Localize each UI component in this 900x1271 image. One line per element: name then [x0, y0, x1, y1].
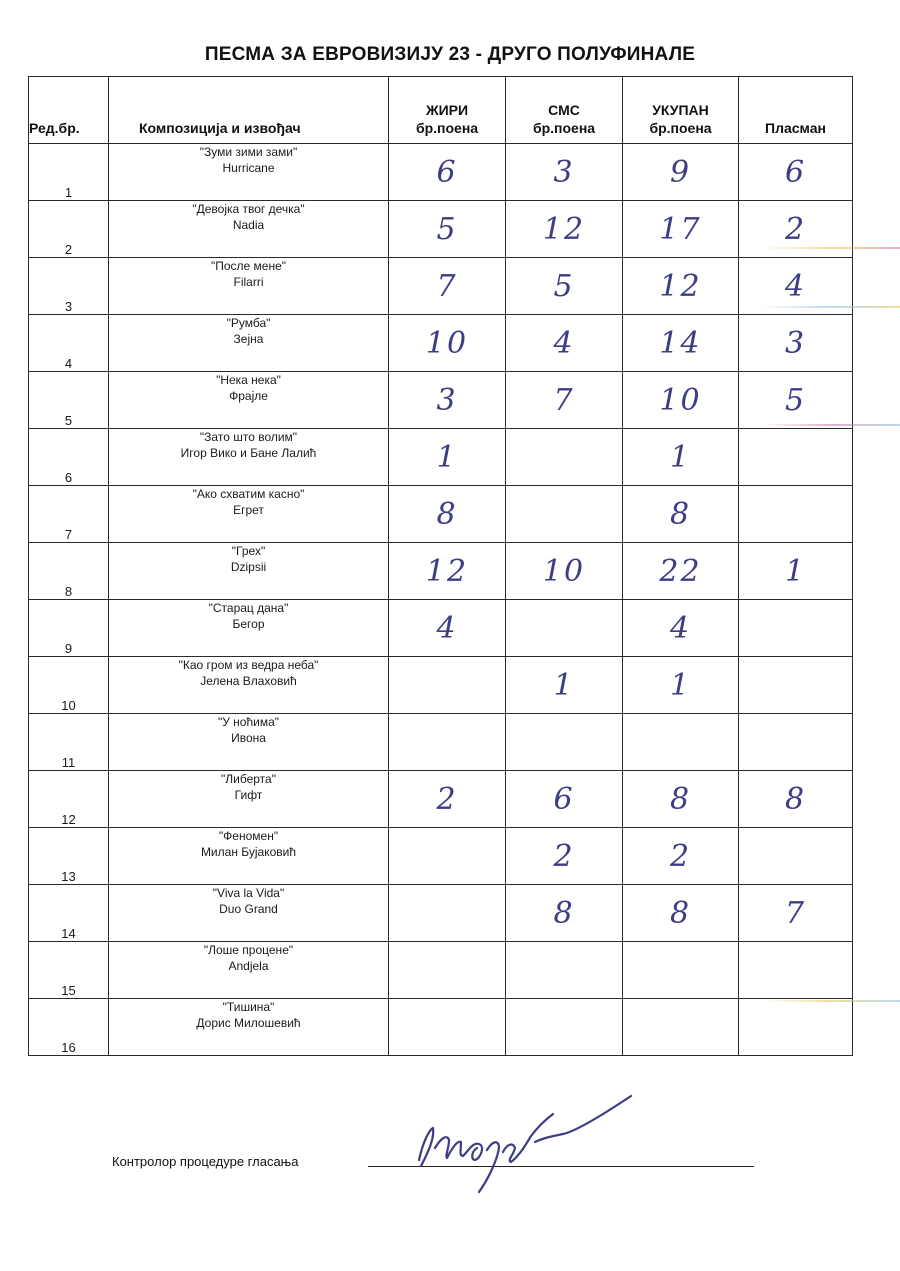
sms-points: 6	[506, 771, 623, 828]
sms-points: 5	[506, 258, 623, 315]
song-cell	[109, 429, 389, 486]
row-number: 9	[29, 600, 109, 657]
artist-name: Јелена Влаховић	[200, 674, 297, 688]
artist-name: Dzipsii	[230, 560, 267, 574]
header-total	[623, 77, 739, 144]
sms-points	[506, 942, 623, 999]
sms-points: 1	[506, 657, 623, 714]
sms-points: 3	[506, 144, 623, 201]
table-row	[29, 144, 853, 201]
table-row	[29, 885, 853, 942]
scan-artifact	[760, 424, 900, 426]
total-points: 1	[623, 657, 739, 714]
jury-points: 7	[389, 258, 506, 315]
total-points	[623, 942, 739, 999]
placement: 1	[739, 543, 853, 600]
sms-points	[506, 714, 623, 771]
artist-name: Гифт	[234, 788, 263, 802]
row-number: 8	[29, 543, 109, 600]
sms-points: 2	[506, 828, 623, 885]
header-sms	[506, 77, 623, 144]
jury-points	[389, 942, 506, 999]
table-header-row	[29, 77, 853, 144]
row-number: 16	[29, 999, 109, 1056]
song-cell	[109, 258, 389, 315]
song-title: "У ноћима"	[217, 715, 280, 729]
sms-points	[506, 486, 623, 543]
jury-points: 3	[389, 372, 506, 429]
total-points: 1	[623, 429, 739, 486]
song-title: "Зато што волим"	[199, 430, 298, 444]
song-title: "Румба"	[226, 316, 271, 330]
artist-name: Дорис Милошевић	[196, 1016, 301, 1030]
header-sms-line2: бр.поена	[532, 120, 596, 136]
song-cell	[109, 828, 389, 885]
jury-points: 8	[389, 486, 506, 543]
sms-points: 7	[506, 372, 623, 429]
results-table	[28, 76, 853, 1056]
jury-points	[389, 885, 506, 942]
row-number: 1	[29, 144, 109, 201]
total-points: 8	[623, 486, 739, 543]
song-cell	[109, 315, 389, 372]
artist-name: Бегор	[232, 617, 265, 631]
song-title: "Девојка твог дечка"	[192, 202, 305, 216]
artist-name: Filarri	[233, 275, 264, 289]
total-points: 2	[623, 828, 739, 885]
placement: 7	[739, 885, 853, 942]
placement	[739, 942, 853, 999]
sms-points	[506, 600, 623, 657]
header-sms-line1: СМС	[548, 102, 580, 118]
total-points: 22	[623, 543, 739, 600]
header-place: Пласман	[739, 77, 853, 144]
sms-points: 8	[506, 885, 623, 942]
total-points: 12	[623, 258, 739, 315]
row-number: 12	[29, 771, 109, 828]
placement	[739, 486, 853, 543]
jury-points: 5	[389, 201, 506, 258]
row-number: 14	[29, 885, 109, 942]
jury-points	[389, 714, 506, 771]
placement	[739, 999, 853, 1056]
placement	[739, 714, 853, 771]
jury-points: 4	[389, 600, 506, 657]
total-points	[623, 999, 739, 1056]
jury-points	[389, 999, 506, 1056]
table-row	[29, 429, 853, 486]
header-total-line1: УКУПАН	[652, 102, 709, 118]
song-cell	[109, 942, 389, 999]
song-title: "Старац дана"	[208, 601, 289, 615]
song-cell	[109, 144, 389, 201]
sms-points: 12	[506, 201, 623, 258]
total-points: 9	[623, 144, 739, 201]
song-cell	[109, 201, 389, 258]
table-row	[29, 258, 853, 315]
header-number: Ред.бр.	[29, 77, 109, 144]
sms-points	[506, 999, 623, 1056]
song-title: "Нека нека"	[216, 373, 281, 387]
placement: 4	[739, 258, 853, 315]
total-points: 17	[623, 201, 739, 258]
header-song: Композиција и извођач	[109, 77, 389, 144]
song-title: "Феномен"	[218, 829, 279, 843]
song-title: "Као гром из ведра неба"	[178, 658, 319, 672]
total-points	[623, 714, 739, 771]
song-title: "Грех"	[231, 544, 266, 558]
song-title: "Зуми зими зами"	[199, 145, 298, 159]
table-row	[29, 315, 853, 372]
header-total-line2: бр.поена	[649, 120, 712, 136]
placement: 6	[739, 144, 853, 201]
artist-name: Игор Вико и Бане Лалић	[180, 446, 317, 460]
table-row	[29, 657, 853, 714]
total-points: 4	[623, 600, 739, 657]
table-row	[29, 999, 853, 1056]
song-cell	[109, 885, 389, 942]
jury-points: 2	[389, 771, 506, 828]
jury-points	[389, 828, 506, 885]
placement	[739, 429, 853, 486]
header-jury	[389, 77, 506, 144]
total-points: 8	[623, 885, 739, 942]
song-title: "Лоше процене"	[203, 943, 294, 957]
sms-points: 4	[506, 315, 623, 372]
song-title: "Viva la Vida"	[212, 886, 285, 900]
row-number: 4	[29, 315, 109, 372]
total-points: 10	[623, 372, 739, 429]
total-points: 14	[623, 315, 739, 372]
jury-points: 10	[389, 315, 506, 372]
song-title: "Тишина"	[222, 1000, 275, 1014]
table-row	[29, 201, 853, 258]
row-number: 13	[29, 828, 109, 885]
jury-points: 1	[389, 429, 506, 486]
song-cell	[109, 714, 389, 771]
song-title: "Ако схватим касно"	[192, 487, 305, 501]
table-row	[29, 942, 853, 999]
row-number: 10	[29, 657, 109, 714]
row-number: 3	[29, 258, 109, 315]
song-title: "После мене"	[210, 259, 287, 273]
signature-icon	[395, 1090, 655, 1210]
placement	[739, 600, 853, 657]
song-cell	[109, 372, 389, 429]
scan-artifact	[760, 1000, 900, 1002]
table-row	[29, 714, 853, 771]
song-cell	[109, 486, 389, 543]
artist-name: Зејна	[233, 332, 264, 346]
artist-name: Andjela	[228, 959, 269, 973]
scan-artifact	[760, 247, 900, 249]
placement: 5	[739, 372, 853, 429]
document-title: ПЕСМА ЗА ЕВРОВИЗИЈУ 23 - ДРУГО ПОЛУФИНАЛЕ	[204, 44, 696, 65]
placement: 8	[739, 771, 853, 828]
row-number: 15	[29, 942, 109, 999]
song-title: "Либерта"	[221, 772, 276, 786]
scan-artifact	[760, 306, 900, 308]
table-row	[29, 828, 853, 885]
artist-name: Милан Бујаковић	[200, 845, 297, 859]
row-number: 5	[29, 372, 109, 429]
row-number: 11	[29, 714, 109, 771]
row-number: 2	[29, 201, 109, 258]
artist-name: Duo Grand	[219, 902, 278, 916]
jury-points	[389, 657, 506, 714]
table-row	[29, 372, 853, 429]
header-jury-line2: бр.поена	[415, 120, 479, 136]
artist-name: Фрајле	[229, 389, 268, 403]
artist-name: Hurricane	[222, 161, 275, 175]
placement: 2	[739, 201, 853, 258]
song-cell	[109, 999, 389, 1056]
song-cell	[109, 771, 389, 828]
table-row	[29, 486, 853, 543]
header-jury-line1: ЖИРИ	[425, 102, 469, 118]
row-number: 6	[29, 429, 109, 486]
table-row	[29, 771, 853, 828]
controller-label: Контролор процедуре гласања	[112, 1154, 299, 1169]
placement: 3	[739, 315, 853, 372]
song-cell	[109, 600, 389, 657]
placement	[739, 657, 853, 714]
song-cell	[109, 543, 389, 600]
total-points: 8	[623, 771, 739, 828]
artist-name: Nadia	[232, 218, 265, 232]
placement	[739, 828, 853, 885]
artist-name: Ивона	[231, 731, 266, 745]
row-number: 7	[29, 486, 109, 543]
sms-points: 10	[506, 543, 623, 600]
jury-points: 6	[389, 144, 506, 201]
sms-points	[506, 429, 623, 486]
jury-points: 12	[389, 543, 506, 600]
table-row	[29, 600, 853, 657]
table-row	[29, 543, 853, 600]
song-cell	[109, 657, 389, 714]
artist-name: Егрет	[233, 503, 264, 517]
